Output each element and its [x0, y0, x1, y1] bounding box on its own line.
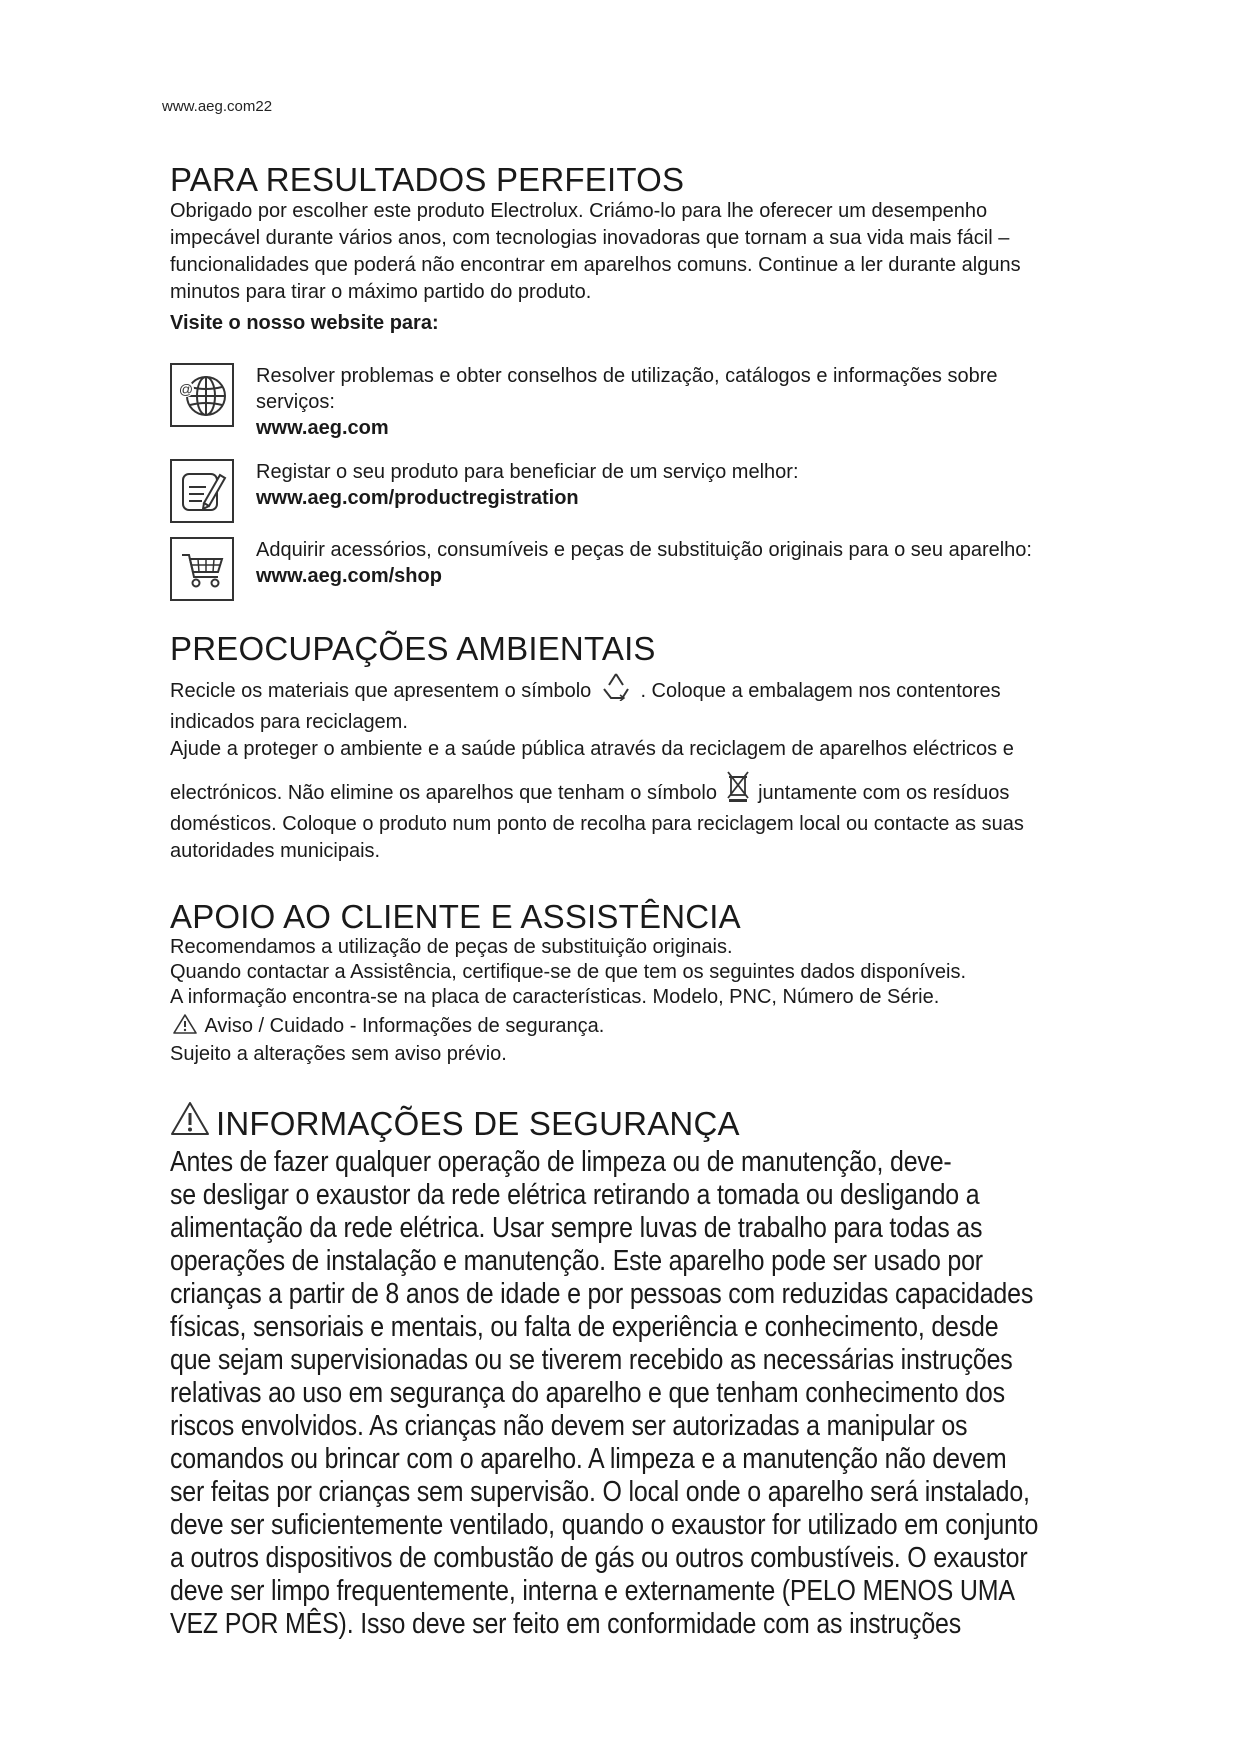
svg-text:@: @: [178, 381, 194, 397]
shop-link-row: [170, 537, 1150, 601]
intro-line: impecável durante vários anos, com tecnologias inovadoras que tornam a sua vida mais fácil –: [170, 227, 1010, 249]
environment-text: juntamente com os resíduos: [758, 782, 1010, 804]
safety-line: deve ser suficientemente ventilado, quando o exaustor for utilizado em conjunto: [170, 1509, 1039, 1541]
header-url: www.aeg.com22: [162, 98, 273, 115]
support-title: APOIO AO CLIENTE E ASSISTÊNCIA: [170, 898, 741, 935]
register-link-desc: Registar o seu produto para beneficiar de um serviço melhor:: [256, 461, 799, 483]
recycle-icon: [599, 671, 633, 709]
support-line: A informação encontra-se na placa de características. Modelo, PNC, Número de Série.: [170, 986, 940, 1008]
perfect-results-title: PARA RESULTADOS PERFEITOS: [170, 161, 685, 198]
support-line: Sujeito a alterações sem aviso prévio.: [170, 1043, 507, 1065]
environment-section: [170, 631, 1150, 865]
support-link-text: [256, 363, 998, 441]
support-link-row: [170, 363, 1150, 441]
safety-line: operações de instalação e manutenção. Este aparelho pode ser usado por: [170, 1245, 983, 1277]
page-content: [170, 162, 1150, 1641]
safety-line: a outros dispositivos de combustão de gás ou outros combustíveis. O exaustor: [170, 1542, 1028, 1574]
intro-line: minutos para tirar o máximo partido do produto.: [170, 281, 592, 303]
safety-line: físicas, sensoriais e mentais, ou falta de experiência e conhecimento, desde: [170, 1311, 999, 1343]
safety-line: comandos ou brincar com o aparelho. A limpeza e a manutenção não devem: [170, 1443, 1007, 1475]
shop-link-url[interactable]: www.aeg.com/shop: [256, 565, 442, 587]
support-line: Quando contactar a Assistência, certifique-se de que tem os seguintes dados disponíveis.: [170, 961, 967, 983]
safety-line: relativas ao uso em segurança do aparelho e que tenham conhecimento dos: [170, 1377, 1005, 1409]
environment-text: . Coloque a embalagem nos contentores: [640, 680, 1001, 702]
support-paragraph: [170, 935, 1150, 1067]
support-line: [170, 1013, 1150, 1042]
safety-paragraph: [170, 1146, 1159, 1641]
safety-line: que sejam supervisionadas ou se tiverem recebido as necessárias instruções: [170, 1344, 1013, 1376]
safety-line: riscos envolvidos. As crianças não devem ser autorizadas a manipular os: [170, 1410, 968, 1442]
environment-text: electrónicos. Não elimine os aparelhos que tenham o símbolo: [170, 782, 717, 804]
intro-line: funcionalidades que poderá não encontrar em aparelhos comuns. Continue a ler durante alguns: [170, 254, 1021, 276]
environment-line: [170, 769, 1150, 811]
warning-legend: Aviso / Cuidado - Informações de segurança.: [204, 1015, 605, 1037]
environment-line: autoridades municipais.: [170, 840, 381, 862]
support-link-desc: Resolver problemas e obter conselhos de utilização, catálogos e informações sobre: [256, 365, 998, 387]
environment-line: [170, 671, 1150, 709]
intro-paragraph: [170, 198, 1150, 306]
safety-title: INFORMAÇÕES DE SEGURANÇA: [216, 1105, 740, 1142]
safety-line: alimentação da rede elétrica. Usar sempre luvas de trabalho para todas as: [170, 1212, 983, 1244]
safety-line: crianças a partir de 8 anos de idade e por pessoas com reduzidas capacidades: [170, 1278, 1034, 1310]
environment-title: PREOCUPAÇÕES AMBIENTAIS: [170, 630, 656, 667]
visit-label: Visite o nosso website para:: [170, 312, 439, 334]
register-icon: [170, 459, 234, 523]
safety-section: [170, 1101, 1150, 1641]
safety-line: se desligar o exaustor da rede elétrica retirando a tomada ou desligando a: [170, 1179, 980, 1211]
cart-icon: [170, 537, 234, 601]
safety-line: deve ser limpo frequentemente, interna e externamente (PELO MENOS UMA: [170, 1575, 1015, 1607]
safety-line: Antes de fazer qualquer operação de limpeza ou de manutenção, deve-: [170, 1146, 952, 1178]
support-line: Recomendamos a utilização de peças de substituição originais.: [170, 936, 733, 958]
shop-link-text: [256, 537, 1032, 589]
shop-link-desc: Adquirir acessórios, consumíveis e peças de substituição originais para o seu aparelho:: [256, 539, 1032, 561]
weee-bin-icon: [725, 769, 751, 811]
globe-icon: [170, 363, 234, 427]
intro-line: Obrigado por escolher este produto Electrolux. Criámo-lo para lhe oferecer um desempenho: [170, 200, 988, 222]
register-link-url[interactable]: www.aeg.com/productregistration: [256, 487, 579, 509]
support-link-url[interactable]: www.aeg.com: [256, 417, 389, 439]
safety-line: ser feitas por crianças sem supervisão. O local onde o aparelho será instalado,: [170, 1476, 1030, 1508]
environment-line: domésticos. Coloque o produto num ponto de recolha para reciclagem local ou contacte as suas: [170, 813, 1024, 835]
register-link-row: [170, 459, 1150, 523]
environment-line: Ajude a proteger o ambiente e a saúde pública através da reciclagem de aparelhos eléctricos e: [170, 738, 1014, 760]
warning-icon: [170, 1101, 210, 1142]
safety-heading: [170, 1101, 1150, 1142]
support-link-desc: serviços:: [256, 391, 335, 413]
safety-line: VEZ POR MÊS). Isso deve ser feito em conformidade com as instruções: [170, 1608, 962, 1640]
perfect-results-section: [170, 162, 1150, 601]
support-section: [170, 899, 1150, 1067]
register-link-text: [256, 459, 799, 511]
warning-icon: [172, 1013, 198, 1042]
environment-line: indicados para reciclagem.: [170, 711, 408, 733]
environment-paragraph: [170, 671, 1150, 865]
environment-text: Recicle os materiais que apresentem o símbolo: [170, 680, 592, 702]
